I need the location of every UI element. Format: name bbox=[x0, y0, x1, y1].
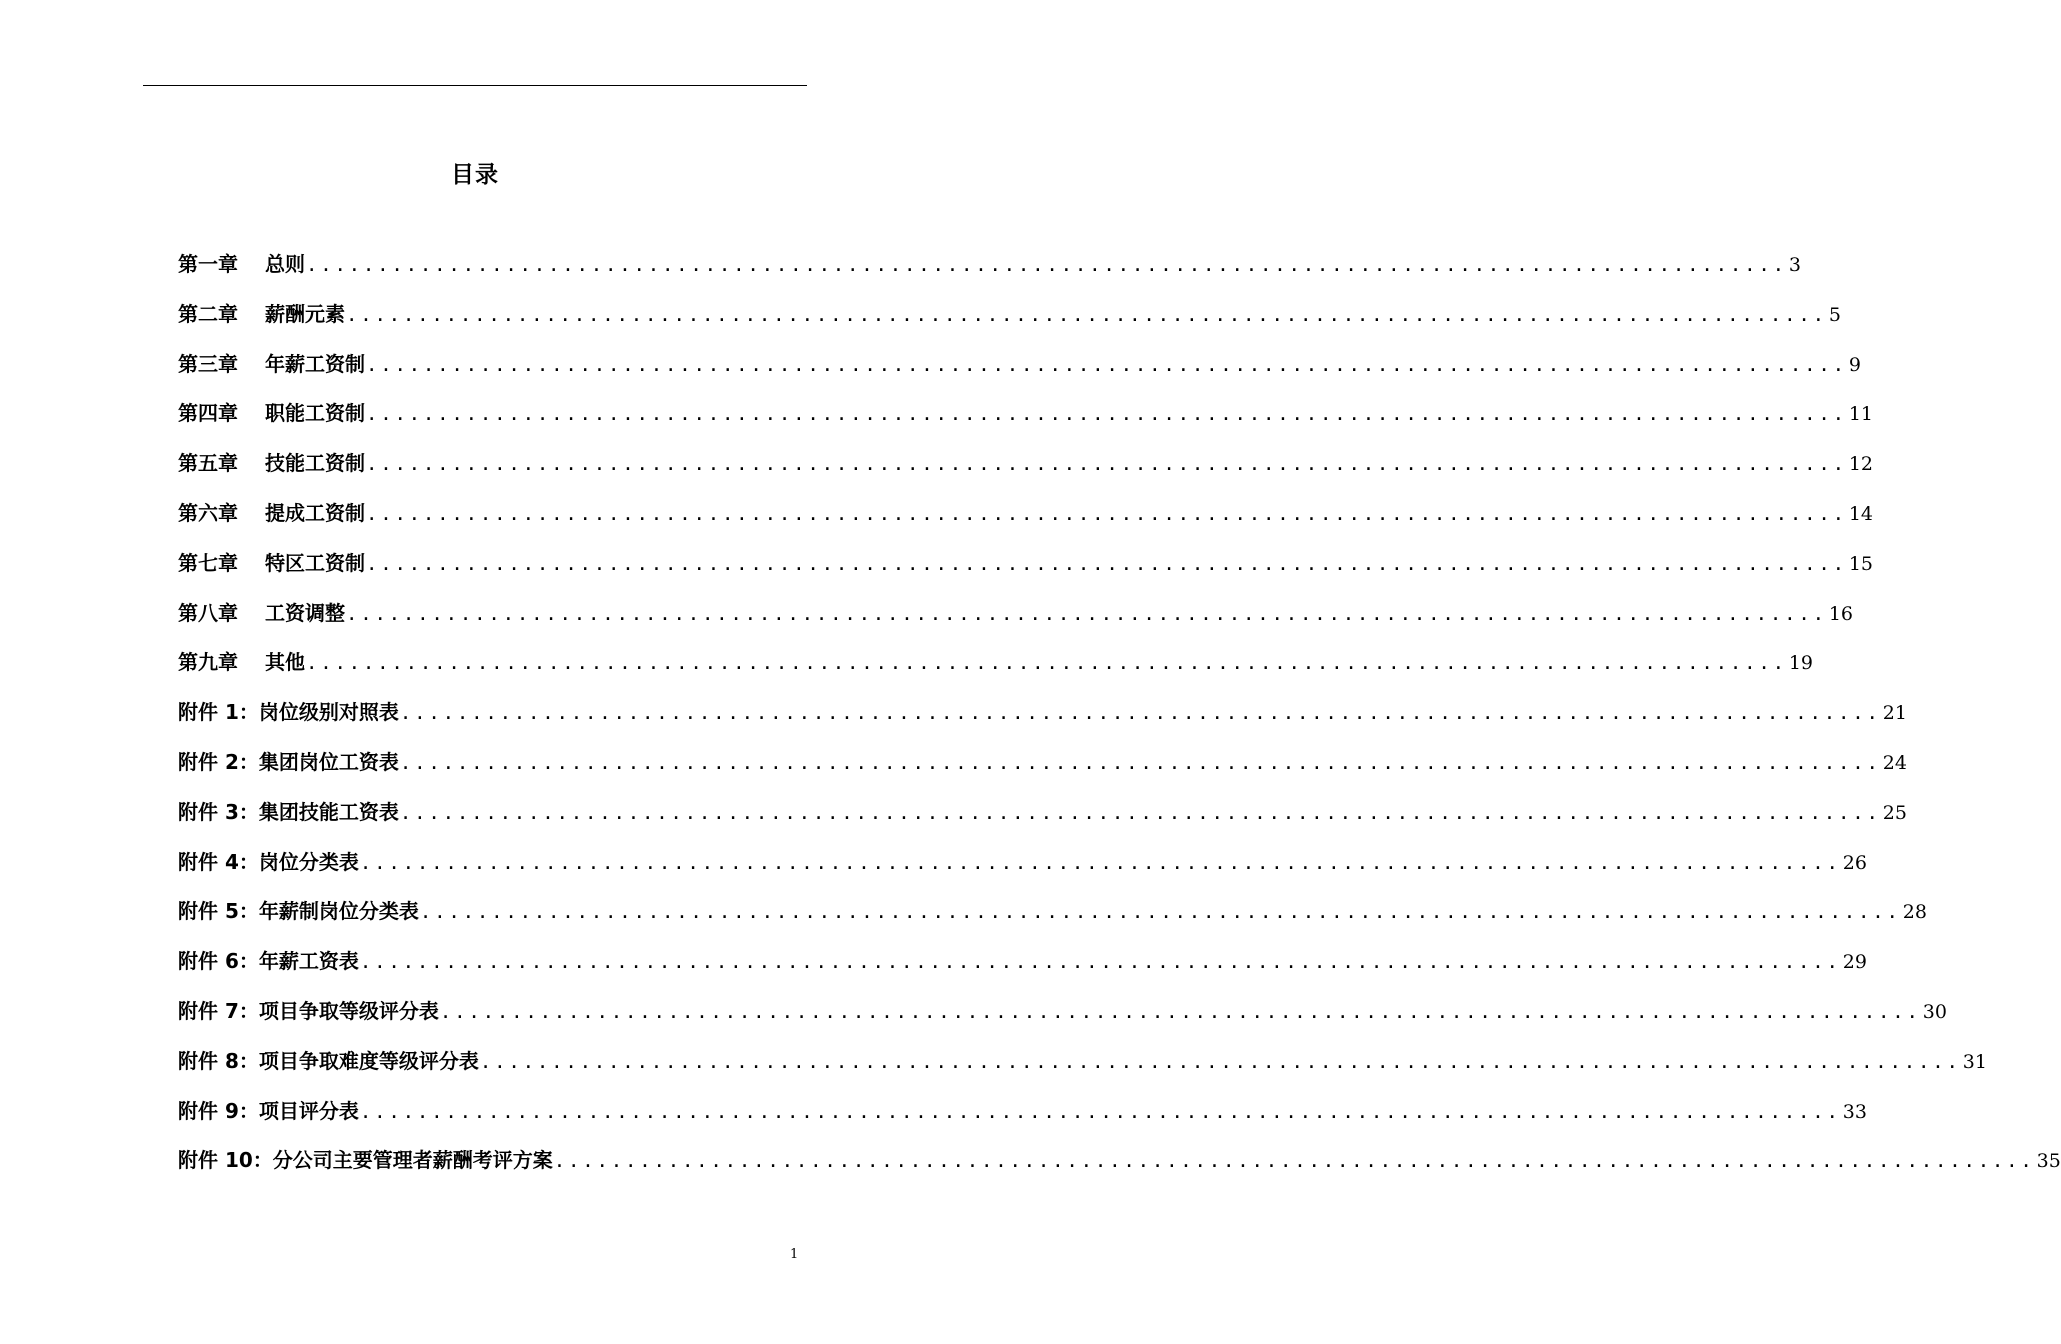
toc-dot-leader: ........................................................................................................ bbox=[365, 453, 1847, 476]
toc-entry-page: 25 bbox=[1882, 801, 1907, 824]
toc-entry-label: 第九章 其他 bbox=[178, 650, 305, 675]
toc-entry-appendix-5[interactable] bbox=[178, 895, 1927, 945]
toc-dot-leader: ........................................................................................................ bbox=[553, 1150, 2035, 1173]
toc-entry-label: 第七章 特区工资制 bbox=[178, 550, 365, 575]
toc-entry-page: 29 bbox=[1842, 951, 1867, 974]
toc-entry-label: 附件 4：岗位分类表 bbox=[178, 849, 359, 874]
toc-entry-page: 5 bbox=[1828, 303, 1841, 326]
toc-entry-label: 附件 3：集团技能工资表 bbox=[178, 799, 399, 824]
toc-dot-leader: ........................................................................................................ bbox=[365, 502, 1847, 525]
toc-dot-leader: ........................................................................................................ bbox=[419, 901, 1901, 924]
toc-entry-page: 30 bbox=[1922, 1000, 1947, 1023]
toc-dot-leader: ........................................................................................................ bbox=[305, 254, 1787, 276]
toc-entry-chapter-1[interactable] bbox=[178, 248, 1801, 298]
toc-entry-appendix-2[interactable] bbox=[178, 746, 1907, 796]
toc-entry-page: 35 bbox=[2036, 1150, 2061, 1173]
toc-entry-appendix-8[interactable] bbox=[178, 1045, 1987, 1095]
page-number: 1 bbox=[790, 1247, 799, 1262]
toc-entry-label: 附件 8：项目争取难度等级评分表 bbox=[178, 1048, 479, 1073]
page-title: 目录 bbox=[451, 162, 499, 188]
toc-dot-leader: ........................................................................................................ bbox=[399, 801, 1881, 824]
toc-entry-appendix-7[interactable] bbox=[178, 995, 1947, 1045]
toc-entry-label: 第五章 技能工资制 bbox=[178, 451, 365, 476]
toc-entry-appendix-3[interactable] bbox=[178, 796, 1907, 846]
toc-entry-label: 附件 2：集团岗位工资表 bbox=[178, 749, 399, 774]
toc-entry-page: 26 bbox=[1842, 851, 1867, 874]
toc-entry-label: 第一章 总则 bbox=[178, 252, 305, 276]
toc-entry-chapter-3[interactable] bbox=[178, 348, 1861, 398]
toc-entry-label: 附件 9：项目评分表 bbox=[178, 1098, 359, 1123]
toc-entry-label: 第八章 工资调整 bbox=[178, 600, 345, 625]
toc-dot-leader: ........................................................................................................ bbox=[479, 1050, 1961, 1073]
table-of-contents bbox=[178, 248, 2061, 1194]
toc-dot-leader: ........................................................................................................ bbox=[305, 652, 1787, 675]
toc-entry-chapter-8[interactable] bbox=[178, 597, 1854, 647]
toc-entry-page: 19 bbox=[1788, 652, 1814, 675]
toc-entry-appendix-4[interactable] bbox=[178, 846, 1867, 896]
header-rule bbox=[143, 85, 807, 86]
toc-dot-leader: ........................................................................................................ bbox=[399, 751, 1881, 774]
toc-entry-page: 21 bbox=[1882, 702, 1907, 725]
toc-entry-label: 第三章 年薪工资制 bbox=[178, 351, 365, 376]
toc-entry-page: 24 bbox=[1882, 751, 1907, 774]
toc-entry-label: 附件 1：岗位级别对照表 bbox=[178, 700, 399, 725]
toc-dot-leader: ........................................................................................................ bbox=[365, 353, 1847, 376]
toc-entry-chapter-9[interactable] bbox=[178, 646, 1814, 696]
toc-entry-page: 12 bbox=[1848, 453, 1874, 476]
toc-dot-leader: ........................................................................................................ bbox=[359, 1100, 1841, 1123]
toc-dot-leader: ........................................................................................................ bbox=[399, 702, 1881, 725]
toc-entry-page: 31 bbox=[1962, 1050, 1987, 1073]
toc-entry-page: 11 bbox=[1848, 403, 1874, 426]
toc-entry-label: 第六章 提成工资制 bbox=[178, 500, 365, 525]
toc-entry-chapter-5[interactable] bbox=[178, 447, 1874, 497]
toc-entry-page: 33 bbox=[1842, 1100, 1867, 1123]
toc-entry-appendix-9[interactable] bbox=[178, 1095, 1867, 1145]
toc-dot-leader: ........................................................................................................ bbox=[365, 552, 1847, 575]
toc-entry-appendix-10[interactable] bbox=[178, 1144, 2061, 1194]
toc-entry-appendix-6[interactable] bbox=[178, 945, 1867, 995]
toc-dot-leader: ........................................................................................................ bbox=[439, 1000, 1921, 1023]
toc-dot-leader: ........................................................................................................ bbox=[359, 951, 1841, 974]
toc-entry-page: 28 bbox=[1902, 901, 1927, 924]
toc-entry-label: 第四章 职能工资制 bbox=[178, 401, 365, 426]
toc-entry-label: 附件 5：年薪制岗位分类表 bbox=[178, 899, 419, 924]
toc-entry-chapter-7[interactable] bbox=[178, 547, 1874, 597]
toc-dot-leader: ........................................................................................................ bbox=[345, 303, 1827, 326]
toc-entry-page: 9 bbox=[1848, 353, 1861, 376]
toc-entry-chapter-6[interactable] bbox=[178, 497, 1874, 547]
toc-entry-label: 附件 10：分公司主要管理者薪酬考评方案 bbox=[178, 1148, 553, 1173]
toc-entry-label: 附件 7：项目争取等级评分表 bbox=[178, 998, 439, 1023]
toc-entry-label: 第二章 薪酬元素 bbox=[178, 301, 345, 326]
toc-dot-leader: ........................................................................................................ bbox=[359, 851, 1841, 874]
toc-entry-page: 3 bbox=[1788, 254, 1801, 276]
toc-entry-label: 附件 6：年薪工资表 bbox=[178, 949, 359, 974]
toc-entry-page: 14 bbox=[1848, 502, 1874, 525]
toc-entry-chapter-2[interactable] bbox=[178, 298, 1841, 348]
toc-dot-leader: ........................................................................................................ bbox=[345, 602, 1827, 625]
toc-entry-page: 15 bbox=[1848, 552, 1874, 575]
toc-entry-chapter-4[interactable] bbox=[178, 397, 1874, 447]
toc-entry-appendix-1[interactable] bbox=[178, 696, 1907, 746]
toc-dot-leader: ........................................................................................................ bbox=[365, 403, 1847, 426]
toc-entry-page: 16 bbox=[1828, 602, 1854, 625]
